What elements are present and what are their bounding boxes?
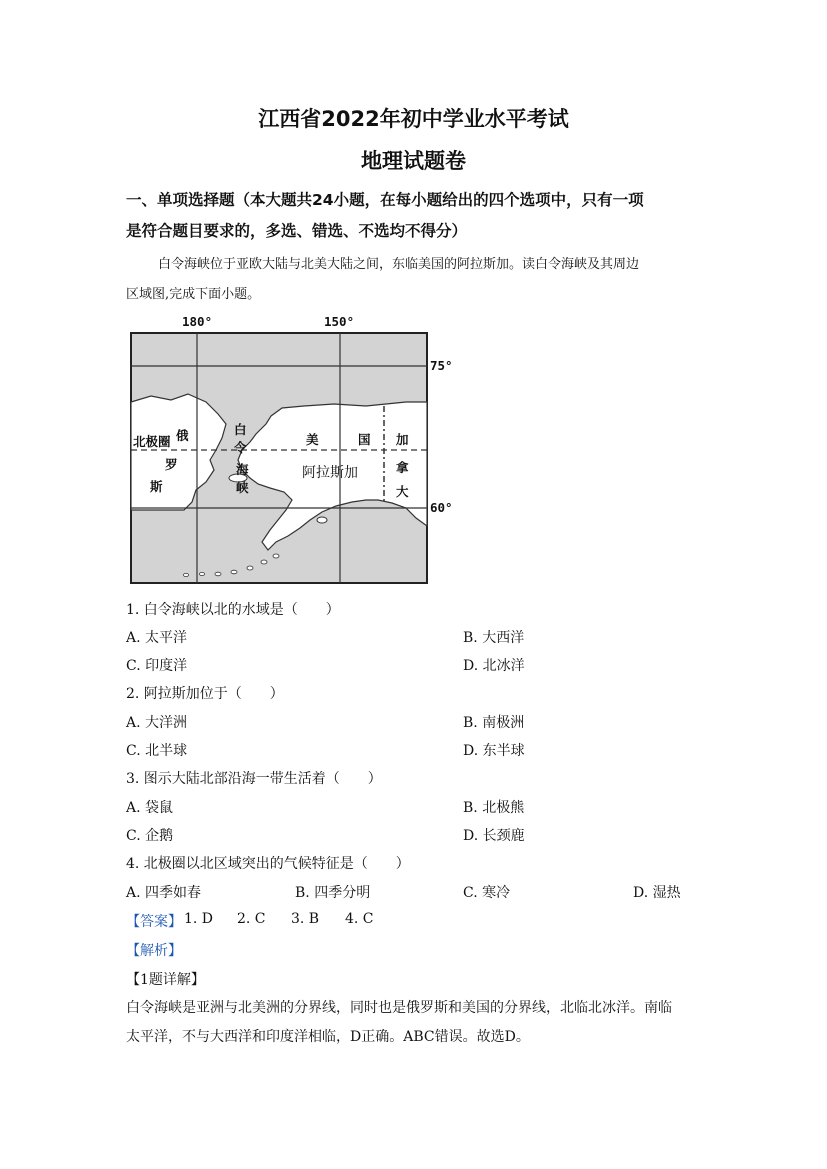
usa-label-1: 美 xyxy=(306,432,319,447)
answer-tag: 【答案】 xyxy=(126,914,182,930)
arctic-circle-label: 北极圈 xyxy=(133,434,171,449)
section-heading-line1: 一、单项选择题（本大题共24小题，在每小题给出的四个选项中，只有一项 xyxy=(126,191,644,209)
intro-line1: 白令海峡位于亚欧大陆与北美大陆之间，东临美国的阿拉斯加。读白令海峡及其周边 xyxy=(158,257,640,272)
map-graphic xyxy=(126,310,466,590)
island xyxy=(261,560,267,564)
intro-line2: 区域图,完成下面小题。 xyxy=(126,287,261,302)
answer-item-4: 4. C xyxy=(345,911,374,927)
island xyxy=(317,517,327,523)
question-4-option-d: D. 湿热 xyxy=(633,885,681,901)
island xyxy=(184,573,189,576)
question-4-option-c: C. 寒冷 xyxy=(463,885,511,901)
question-1-option-a: A. 太平洋 xyxy=(126,630,188,646)
alaska-label: 阿拉斯加 xyxy=(302,465,358,481)
question-2-stem: 2. 阿拉斯加位于（ ） xyxy=(126,686,284,702)
question-1-option-c: C. 印度洋 xyxy=(126,658,188,674)
question-2-option-d: D. 东半球 xyxy=(463,743,525,759)
canada-label-1: 加 xyxy=(396,432,409,447)
question-1-stem: 1. 白令海峡以北的水域是（ ） xyxy=(126,602,340,618)
detail-line1: 白令海峡是亚洲与北美洲的分界线，同时也是俄罗斯和美国的分界线，北临北冰洋。南临 xyxy=(126,1000,672,1016)
detail-title: 【1题详解】 xyxy=(126,972,205,988)
answer-item-3: 3. B xyxy=(291,911,320,927)
island xyxy=(247,566,253,570)
question-3-option-c: C. 企鹅 xyxy=(126,828,174,844)
russia-label-3: 斯 xyxy=(150,479,163,494)
canada-label-2: 拿 xyxy=(396,460,409,475)
russia-label-1: 俄 xyxy=(176,428,189,443)
lat-label-60: 60° xyxy=(430,500,453,515)
bering-label-4: 峡 xyxy=(236,480,249,495)
question-2-option-b: B. 南极洲 xyxy=(463,715,525,731)
page-subtitle: 地理试题卷 xyxy=(361,149,466,173)
island xyxy=(273,554,279,558)
canada-label-3: 大 xyxy=(396,484,409,499)
bering-label-3: 海 xyxy=(236,462,249,477)
bering-label-1: 白 xyxy=(234,422,247,437)
question-2-option-a: A. 大洋洲 xyxy=(126,715,188,731)
section-heading-line2: 是符合题目要求的，多选、错选、不选均不得分） xyxy=(126,222,468,240)
island xyxy=(200,572,205,575)
bering-strait-map xyxy=(126,310,466,590)
question-3-option-b: B. 北极熊 xyxy=(463,800,525,816)
answer-item-1: 1. D xyxy=(184,911,214,927)
question-1-option-b: B. 大西洋 xyxy=(463,630,525,646)
island xyxy=(215,572,221,576)
question-3-option-a: A. 袋鼠 xyxy=(126,800,174,816)
question-2-option-c: C. 北半球 xyxy=(126,743,188,759)
question-4-stem: 4. 北极圈以北区域突出的气候特征是（ ） xyxy=(126,856,410,872)
bering-label-2: 令 xyxy=(234,440,247,455)
question-1-option-d: D. 北冰洋 xyxy=(463,658,525,674)
question-3-option-d: D. 长颈鹿 xyxy=(463,828,525,844)
question-4-option-a: A. 四季如春 xyxy=(126,885,202,901)
page-title: 江西省2022年初中学业水平考试 xyxy=(258,107,569,131)
lat-label-75: 75° xyxy=(430,358,453,373)
analysis-tag: 【解析】 xyxy=(126,943,182,959)
question-3-stem: 3. 图示大陆北部沿海一带生活着（ ） xyxy=(126,771,382,787)
russia-label-2: 罗 xyxy=(165,457,178,472)
detail-line2: 太平洋，不与大西洋和印度洋相临，D正确。ABC错误。故选D。 xyxy=(126,1029,530,1045)
answer-item-2: 2. C xyxy=(237,911,266,927)
question-4-option-b: B. 四季分明 xyxy=(295,885,371,901)
lon-label-150: 150° xyxy=(324,314,355,329)
usa-label-2: 国 xyxy=(358,432,371,447)
island xyxy=(231,570,237,574)
lon-label-180: 180° xyxy=(182,314,213,329)
